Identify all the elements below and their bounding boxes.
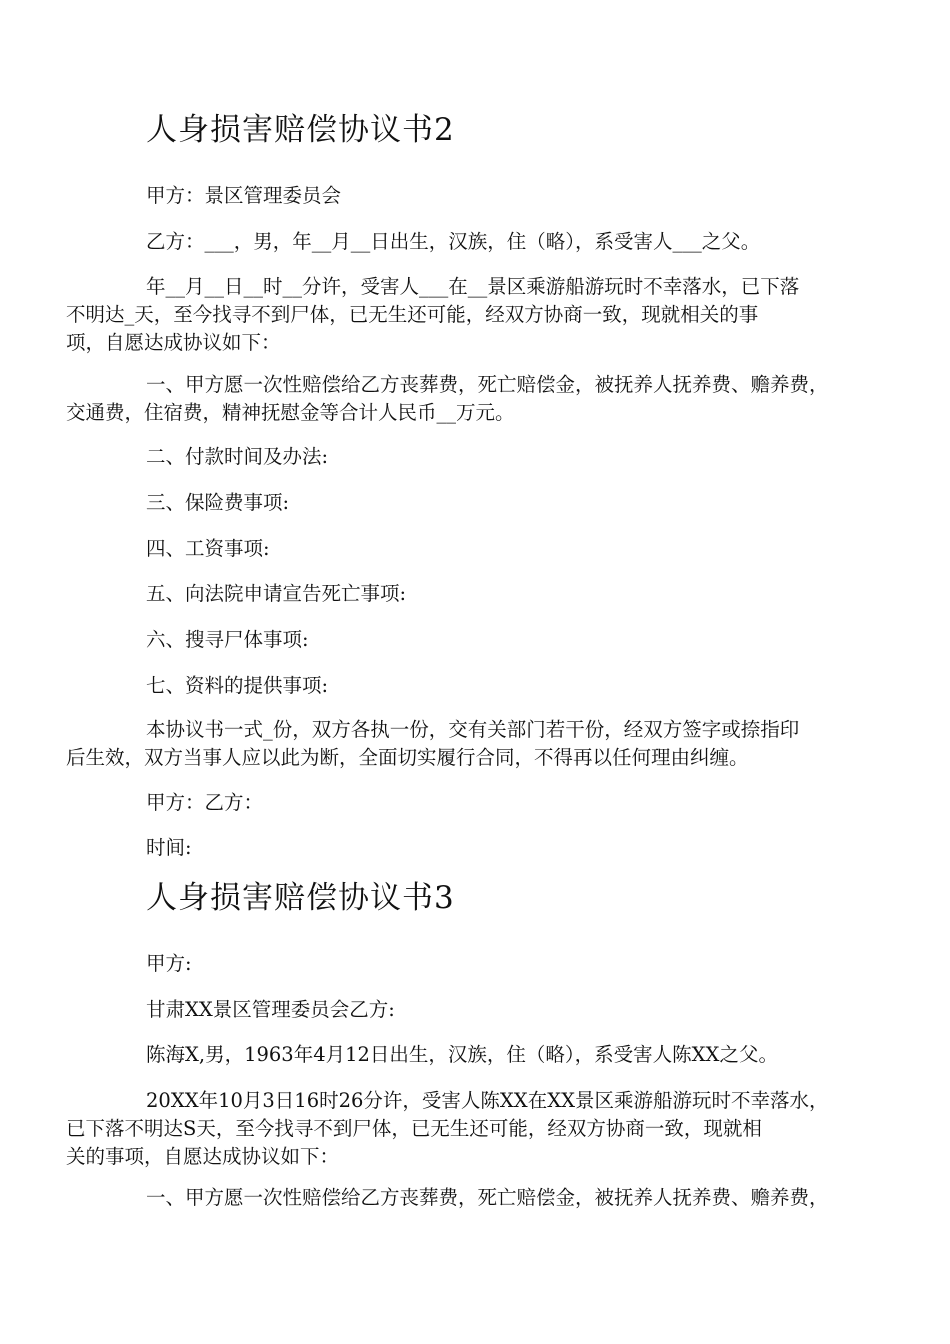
section2-signatures: 甲方：乙方： xyxy=(146,791,264,814)
section2-closing-line-1: 本协议书一式_份，双方各执一份，交有关部门若干份，经双方签字或捺指印 xyxy=(146,718,800,741)
section3-party-a-org: 甘肃XX景区管理委员会乙方: xyxy=(146,998,395,1021)
section2-item-2: 二、付款时间及办法: xyxy=(146,445,329,468)
section2-item-1-line-2: 交通费，住宿费，精神抚慰金等合计人民币__万元。 xyxy=(66,401,515,424)
section3-facts-line-1: 20XX年10月3日16时26分许，受害人陈XX在XX景区乘游船游玩时不幸落水， xyxy=(146,1089,829,1112)
section3-title: 人身损害赔偿协议书3 xyxy=(146,880,455,916)
section3-facts-line-2: 已下落不明达S天，至今找寻不到尸体，已无生还可能，经双方协商一致，现就相 xyxy=(66,1117,762,1140)
section3-item-1: 一、甲方愿一次性赔偿给乙方丧葬费，死亡赔偿金，被抚养人抚养费、赡养费， xyxy=(146,1186,829,1209)
section2-facts-paragraph xyxy=(66,273,866,357)
section2-item-4: 四、工资事项: xyxy=(146,537,270,560)
section2-facts-line-3: 项，自愿达成协议如下： xyxy=(66,331,281,354)
section2-item-7: 七、资料的提供事项: xyxy=(146,674,329,697)
section3-party-a: 甲方: xyxy=(146,952,192,975)
section2-item-5: 五、向法院申请宣告死亡事项: xyxy=(146,582,407,605)
section3-party-b: 陈海X,男，1963年4月12日出生，汉族，住（略），系受害人陈XX之父。 xyxy=(146,1043,778,1066)
section2-facts-line-2: 不明达_天，至今找寻不到尸体，已无生还可能，经双方协商一致，现就相关的事 xyxy=(66,303,759,326)
section2-closing xyxy=(66,716,866,772)
section3-facts-paragraph xyxy=(66,1087,866,1171)
section2-item-1-line-1: 一、甲方愿一次性赔偿给乙方丧葬费，死亡赔偿金，被抚养人抚养费、赡养费， xyxy=(146,373,829,396)
section2-item-3: 三、保险费事项: xyxy=(146,491,290,514)
section2-time: 时间: xyxy=(146,836,192,859)
section3-facts-line-3: 关的事项，自愿达成协议如下： xyxy=(66,1145,340,1168)
section2-party-a: 甲方：景区管理委员会 xyxy=(146,184,342,207)
section2-title: 人身损害赔偿协议书2 xyxy=(146,112,455,148)
section2-item-1 xyxy=(66,371,866,427)
section2-facts-line-1: 年__月__日__时__分许，受害人___在__景区乘游船游玩时不幸落水，已下落 xyxy=(146,275,800,298)
section2-closing-line-2: 后生效，双方当事人应以此为断，全面切实履行合同，不得再以任何理由纠缠。 xyxy=(66,746,749,769)
section2-item-6: 六、搜寻尸体事项: xyxy=(146,628,309,651)
section2-party-b: 乙方：___，男，年__月__日出生，汉族，住（略），系受害人___之父。 xyxy=(146,230,761,253)
